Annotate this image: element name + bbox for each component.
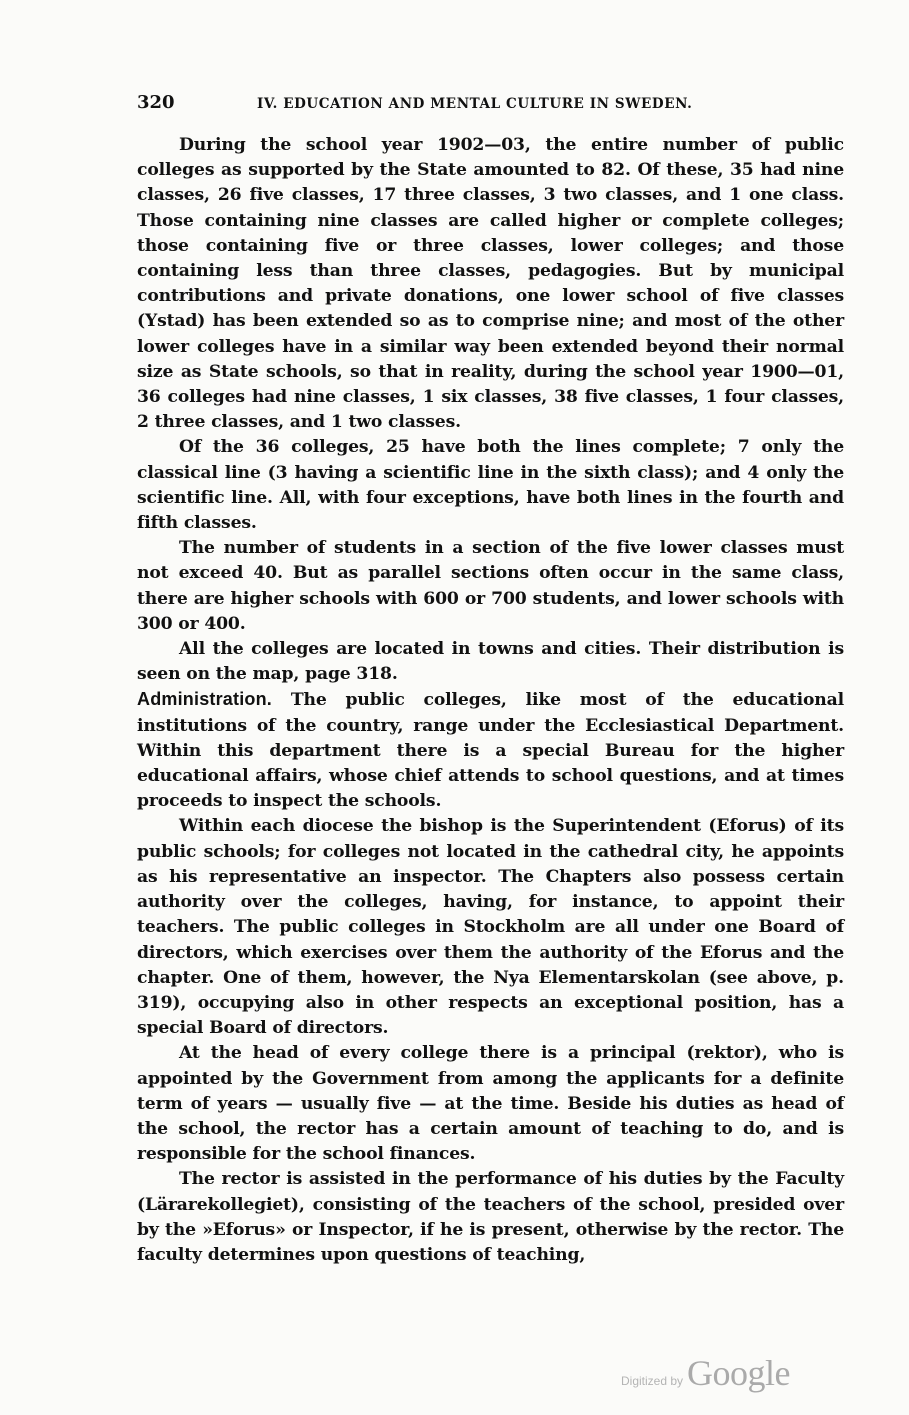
paragraph-location: All the colleges are located in towns and cities. Their distribution is seen on the map, page 318. [137, 639, 844, 685]
page [137, 92, 844, 1268]
page-number: 320 [137, 92, 175, 113]
running-header [137, 92, 844, 118]
digitized-by-google-watermark [621, 1352, 790, 1394]
watermark-prefix: Digitized by [621, 1374, 684, 1388]
paragraph-section-size: The number of students in a section of the five lower classes must not exceed 40. But as parallel sections often occur in the same class, there are higher schools with 600 or 700 students, and lower schools with 300 or 400. [137, 538, 844, 634]
paragraph-faculty: The rector is assisted in the performance of his duties by the Faculty (Lärarekollegiet), consisting of the teachers of the school, presided over by the »Eforus» or Inspector, if he is present, otherwise by the rector. The faculty determines upon questions of teaching, [137, 1169, 844, 1265]
paragraph-college-counts: During the school year 1902—03, the entire number of public colleges as supported by the State amounted to 82. Of these, 35 had nine classes, 26 five classes, 17 three classes, 3 two classes, and 1 one class. Those containing nine classes are called higher or complete colleges; those containing five or three classes, lower colleges; and those containing less than three classes, pedagogies. But by municipal contributions and private donations, one lower school of five classes (Ystad) has been extended so as to comprise nine; and most of the other lower colleges have in a similar way been extended beyond their normal size as State schools, so that in reality, during the school year 1900—01, 36 colleges had nine classes, 1 six classes, 38 five classes, 1 four classes, 2 three classes, and 1 two classes. [137, 135, 844, 433]
paragraph-lines: Of the 36 colleges, 25 have both the lines complete; 7 only the classical line (3 having a scientific line in the sixth class); and 4 only the scientific line. All, with four exceptions, have both lines in the fourth and fifth classes. [137, 437, 844, 534]
paragraph-superintendent: Within each diocese the bishop is the Superintendent (Eforus) of its public schools; for colleges not located in the cathedral city, he appoints as his representative an inspector. The Chapters also possess certain authority over the colleges, having, for instance, to appoint their teachers. The public colleges in Stockholm are all under one Board of directors, which exercises over them the authority of the Eforus and the chapter. One of them, however, the Nya Elementarskolan (see above, p. 319), occupying also in other respects an exceptional position, has a special Board of directors. [137, 816, 844, 1039]
paragraph-principal: At the head of every college there is a principal (rektor), who is appointed by the Government from among the applicants for a definite term of years — usually five — at the time. Beside his duties as head of the school, the rector has a certain amount of teaching to do, and is responsible for the school finances. [137, 1043, 844, 1165]
google-logo: Google [687, 1353, 791, 1393]
side-heading-administration: Administration. [137, 689, 273, 710]
paragraph-administration [137, 687, 844, 814]
administration-text: The public colleges, like most of the educational institutions of the country, range under the Ecclesiastical Department. Within this department there is a special Bureau for the higher educational affairs, whose chief attends to school questions, and at times proceeds to inspect the schools. [137, 690, 844, 812]
running-title: IV. EDUCATION AND MENTAL CULTURE IN SWEDEN. [257, 96, 693, 112]
body-text [137, 133, 844, 1268]
